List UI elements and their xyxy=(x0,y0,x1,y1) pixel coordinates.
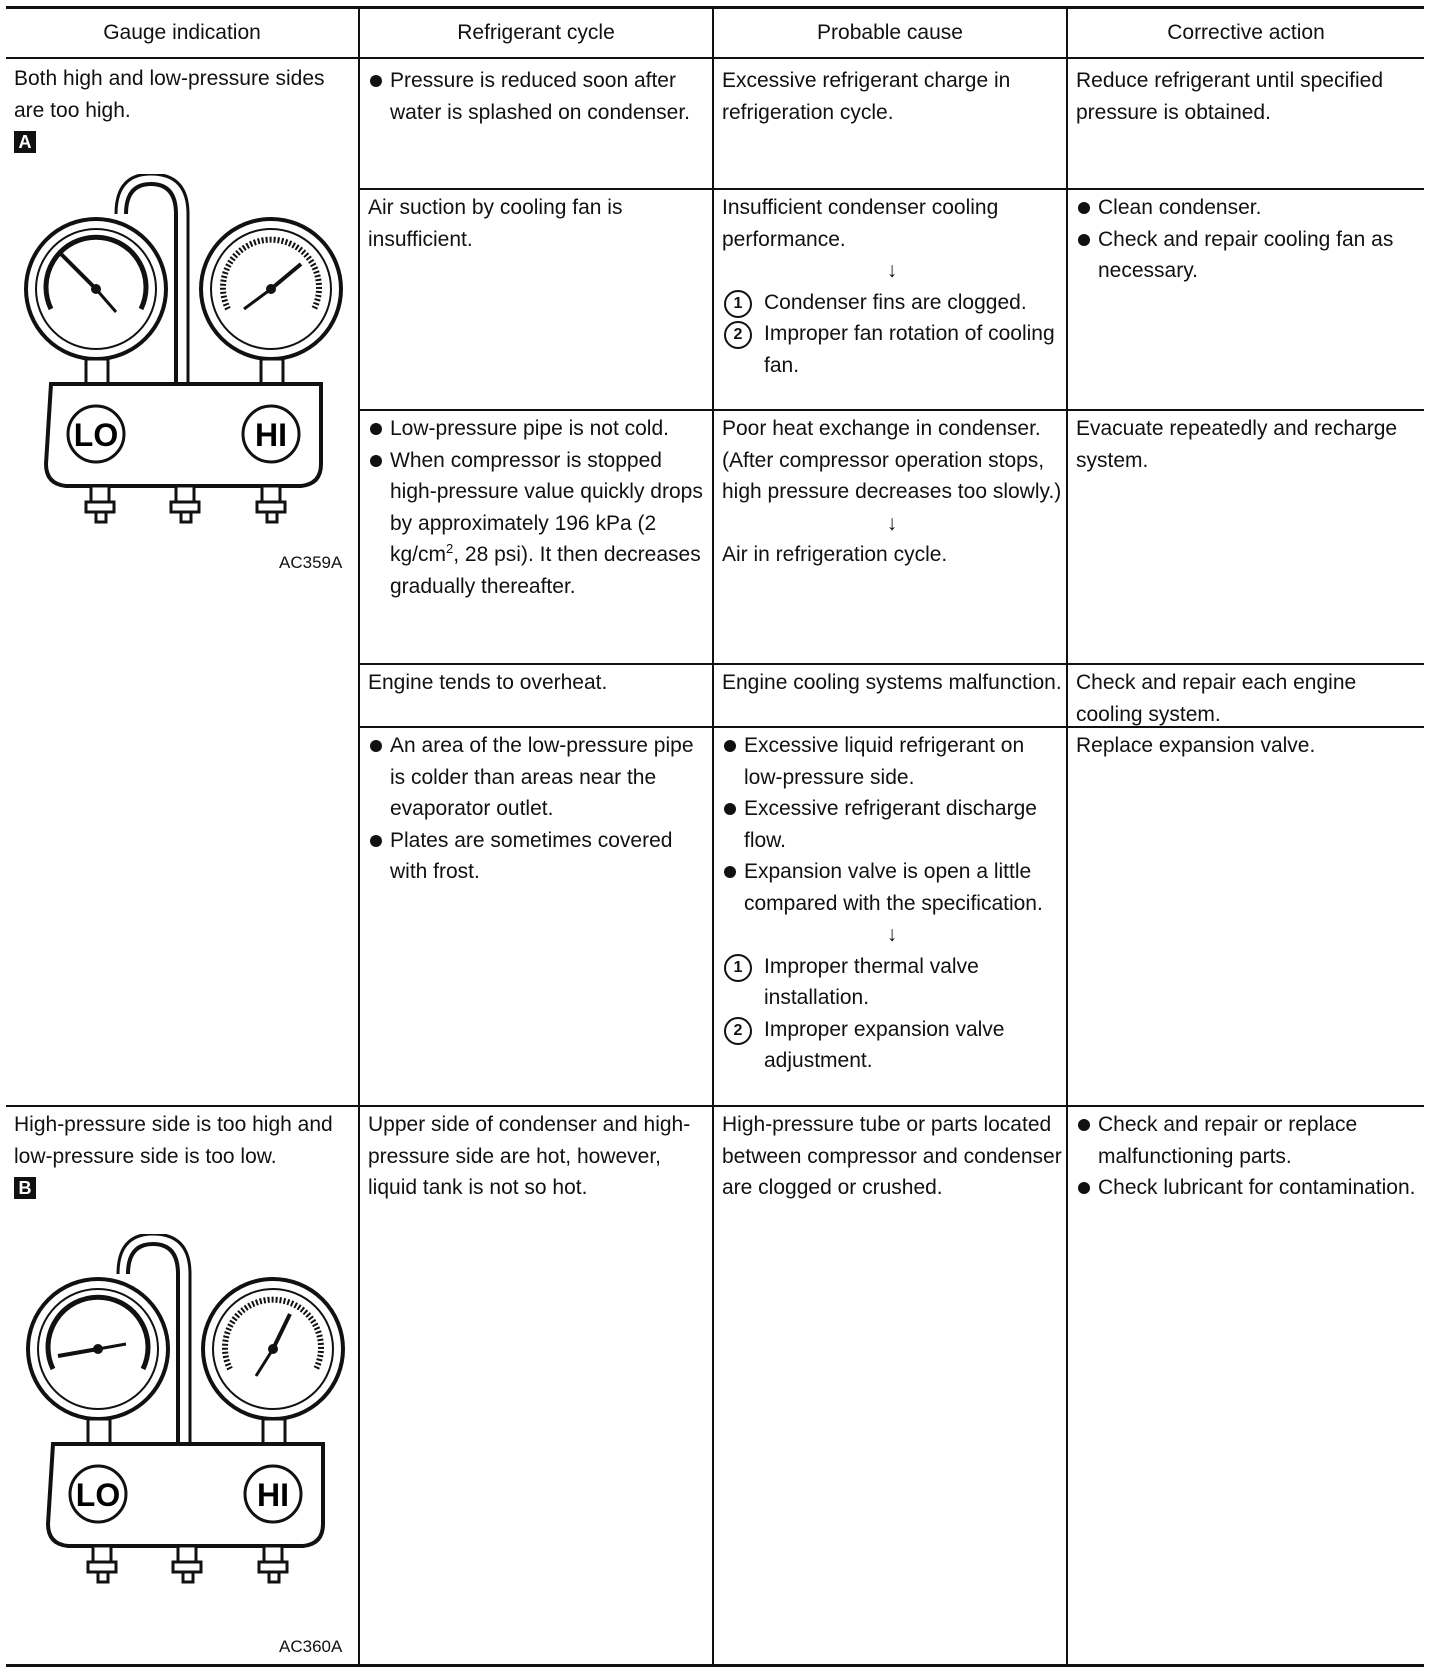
r1-action xyxy=(1076,65,1416,128)
group-rule xyxy=(6,1105,1424,1107)
bullet-item: Plates are sometimes covered with frost. xyxy=(368,825,708,888)
header-gauge-indication: Gauge indication xyxy=(103,21,261,44)
r5-cause xyxy=(722,730,1062,1077)
bullet-text: When compressor is stopped high-pressure value quickly drops by approximately 196 kPa (2 kg/cm xyxy=(390,448,703,566)
circled-number-icon: 1 xyxy=(724,954,752,982)
circled-number-icon: 2 xyxy=(724,1017,752,1045)
header-probable-cause: Probable cause xyxy=(817,21,963,44)
bullet-item: Low-pressure pipe is not cold. xyxy=(368,413,708,445)
cycle-text: Air suction by cooling fan is insufficient. xyxy=(368,196,623,251)
manifold-gauge-illustration-b xyxy=(18,1234,348,1604)
header-refrigerant-cycle: Refrigerant cycle xyxy=(457,21,615,44)
column-divider xyxy=(1066,9,1068,1664)
r4-cycle xyxy=(368,667,708,699)
circled-number-icon: 2 xyxy=(724,321,752,349)
row-rule xyxy=(360,663,1424,665)
bullet-item: Excessive refrigerant discharge flow. xyxy=(722,793,1062,856)
figure-code-b: AC360A xyxy=(279,1637,343,1656)
r6-action xyxy=(1076,1109,1416,1204)
gauge-indication-b xyxy=(14,1109,344,1204)
circled-number-icon: 1 xyxy=(724,290,752,318)
action-text: Reduce refrigerant until specified pressure is obtained. xyxy=(1076,69,1384,124)
numbered-item xyxy=(722,318,1062,381)
r5-action xyxy=(1076,730,1416,762)
lo-label: LO xyxy=(73,417,119,453)
label-tag-b: B xyxy=(14,1177,36,1199)
r5-cycle xyxy=(368,730,708,888)
diagnosis-table xyxy=(6,6,1424,1667)
label-tag-a: A xyxy=(14,131,36,153)
cause-text: Insufficient condenser cooling performance. xyxy=(722,196,999,251)
cause-text: Poor heat exchange in condenser. xyxy=(722,417,1041,440)
cause-text: Engine cooling systems malfunction. xyxy=(722,671,1062,694)
manifold-gauge-illustration-a xyxy=(16,174,346,544)
bullet-item xyxy=(368,445,708,603)
r4-cause xyxy=(722,667,1062,699)
hi-label: HI xyxy=(255,417,287,453)
cause-text: High-pressure tube or parts located between compressor and condenser are clogged or crushed. xyxy=(722,1113,1062,1199)
r2-cycle xyxy=(368,192,708,255)
bullet-item: Clean condenser. xyxy=(1076,192,1416,224)
bullet-item: Check and repair cooling fan as necessary. xyxy=(1076,224,1416,287)
bullet-item: An area of the low-pressure pipe is colder than areas near the evaporator outlet. xyxy=(368,730,708,825)
indication-text: High-pressure side is too high and low-pressure side is too low. xyxy=(14,1113,333,1168)
numbered-text: Improper thermal valve installation. xyxy=(764,954,979,1009)
action-text: Replace expansion valve. xyxy=(1076,734,1316,757)
bullet-text: , 28 psi). It then decreases gradually thereafter. xyxy=(390,543,701,598)
r6-cause xyxy=(722,1109,1062,1204)
r3-cycle xyxy=(368,413,708,602)
numbered-item xyxy=(722,951,1062,1014)
cause-text: Air in refrigeration cycle. xyxy=(722,543,948,566)
down-arrow-icon: ↓ xyxy=(886,511,898,535)
cycle-text: Engine tends to overheat. xyxy=(368,671,608,694)
numbered-text: Improper fan rotation of cooling fan. xyxy=(764,322,1055,377)
bullet-item: Pressure is reduced soon after water is splashed on condenser. xyxy=(368,65,708,128)
lo-label: LO xyxy=(75,1477,121,1513)
gauge-indication-a xyxy=(14,63,344,158)
r4-action xyxy=(1076,667,1416,730)
action-text: Check and repair each engine cooling system. xyxy=(1076,671,1357,726)
superscript: 2 xyxy=(446,541,454,556)
r6-cycle xyxy=(368,1109,708,1204)
bullet-item: Check lubricant for contamination. xyxy=(1076,1172,1416,1204)
bullet-item: Excessive liquid refrigerant on low-pressure side. xyxy=(722,730,1062,793)
cause-text: Excessive refrigerant charge in refrigeration cycle. xyxy=(722,69,1011,124)
cycle-text: Upper side of condenser and high-pressure side are hot, however, liquid tank is not so hot. xyxy=(368,1113,691,1199)
action-text: Evacuate repeatedly and recharge system. xyxy=(1076,417,1398,472)
row-rule xyxy=(360,188,1424,190)
r1-cycle xyxy=(368,65,708,128)
column-divider xyxy=(712,9,714,1664)
indication-text: Both high and low-pressure sides are too high. xyxy=(14,67,325,122)
numbered-item xyxy=(722,287,1062,319)
down-arrow-icon: ↓ xyxy=(886,259,898,282)
figure-code-a: AC359A xyxy=(279,553,343,572)
row-rule xyxy=(360,409,1424,411)
r3-action xyxy=(1076,413,1416,476)
header-corrective-action: Corrective action xyxy=(1167,21,1325,44)
numbered-text: Condenser fins are clogged. xyxy=(764,290,1027,314)
r2-cause xyxy=(722,192,1062,381)
r3-cause xyxy=(722,413,1062,571)
r1-cause xyxy=(722,65,1062,128)
bullet-item: Check and repair or replace malfunctioning parts. xyxy=(1076,1109,1416,1172)
down-arrow-icon: ↓ xyxy=(886,923,898,946)
header-rule xyxy=(6,57,1424,59)
numbered-text: Improper expansion valve adjustment. xyxy=(764,1017,1005,1072)
cause-text: (After compressor operation stops, high pressure decreases too slowly.) xyxy=(722,448,1062,503)
hi-label: HI xyxy=(257,1477,289,1513)
numbered-item xyxy=(722,1014,1062,1077)
r2-action xyxy=(1076,192,1416,287)
column-divider xyxy=(358,9,360,1664)
bullet-item: Expansion valve is open a little compared with the specification. xyxy=(722,856,1062,919)
